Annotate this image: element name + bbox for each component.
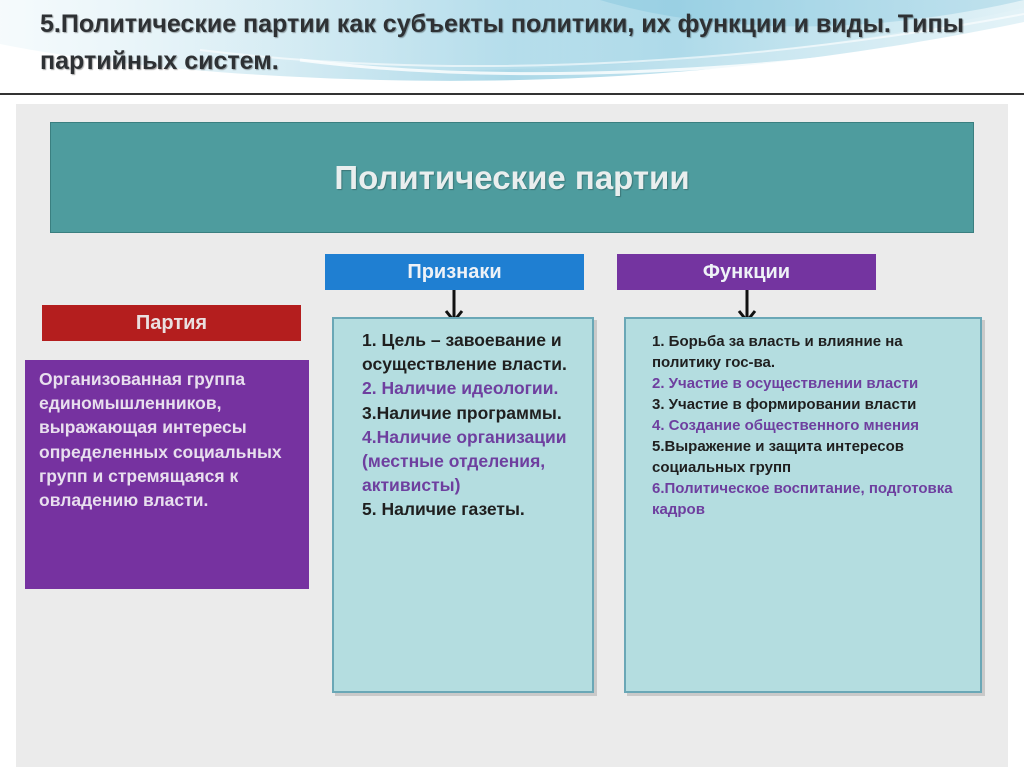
slide-title: 5.Политические партии как субъекты политики, их функции и виды. Типы партийных систем. (40, 10, 964, 75)
list-item: 4. Создание общественного мнения (652, 417, 920, 434)
list-item: 3. Участие в формировании власти (652, 396, 917, 413)
main-header (50, 122, 974, 233)
list-item: 3.Наличие программы. (362, 402, 562, 423)
signs-list (332, 317, 594, 693)
party-tab: Партия (42, 305, 301, 341)
slide-header (0, 0, 1024, 95)
signs-tab: Признаки (325, 254, 584, 290)
functions-list (624, 317, 982, 693)
list-item: 5.Выражение и защита интересов социальных групп (652, 438, 904, 476)
list-item: 6.Политическое воспитание, подготовка кадров (652, 480, 953, 518)
list-item: 1. Цель – завоевание и осуществление власти. (362, 330, 567, 375)
main-header-label: Политические партии (334, 158, 690, 196)
list-item: 1. Борьба за власть и влияние на политику гос-ва. (652, 333, 903, 371)
functions-tab: Функции (617, 254, 876, 290)
header-divider (0, 93, 1024, 95)
list-item: 2. Наличие идеологии. (362, 378, 559, 399)
party-definition-text: Организованная группа единомышленников, выражающая интересы определенных социальных групп и стремящаяся к овладению власти. (39, 369, 282, 511)
list-item: 4.Наличие организации (местные отделения, активисты) (362, 426, 567, 496)
list-item: 5. Наличие газеты. (362, 499, 525, 520)
party-definition-box (25, 360, 309, 589)
list-item: 2. Участие в осуществлении власти (652, 375, 919, 392)
